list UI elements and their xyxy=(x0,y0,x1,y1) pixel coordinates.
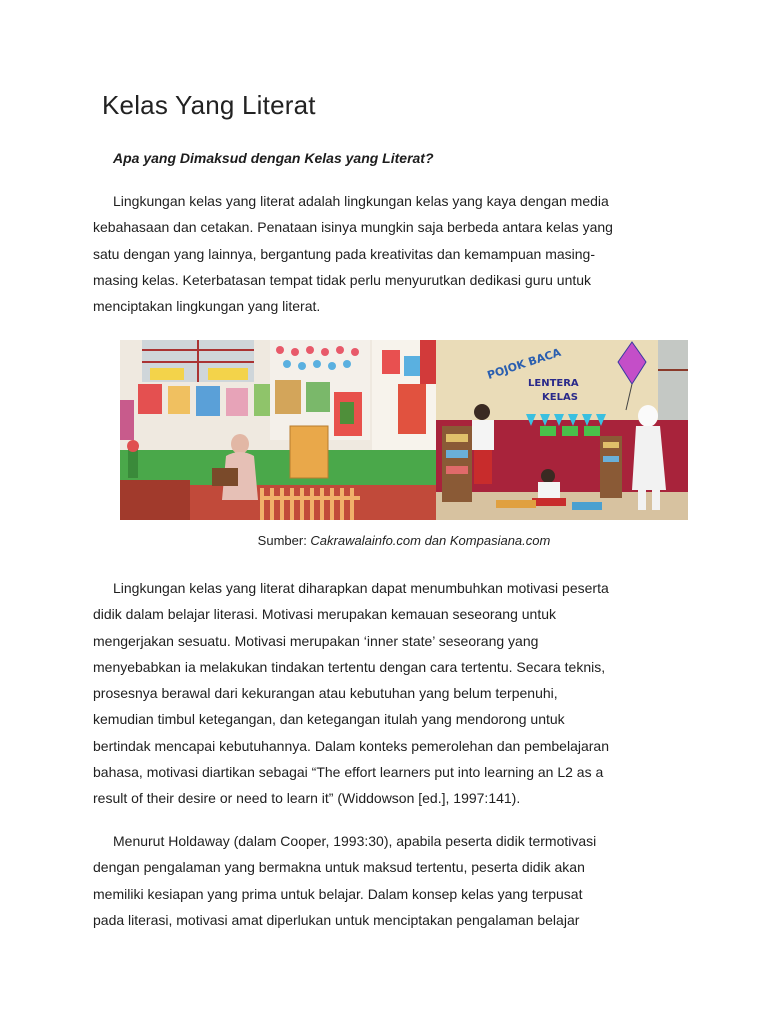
figure-caption xyxy=(120,533,688,548)
classroom-photo-left xyxy=(120,340,436,520)
paragraph-line: pada literasi, motivasi amat diperlukan untuk menciptakan pengalaman belajar xyxy=(93,911,580,928)
paragraph-1 xyxy=(93,188,678,319)
reading-corner-photo-right xyxy=(436,340,688,520)
paragraph-line: mengerjakan sesuatu. Motivasi merupakan ‘inner state’ seseorang yang xyxy=(93,632,539,649)
paragraph-line: prosesnya berawal dari kekurangan atau kebutuhan yang belum terpenuhi, xyxy=(93,685,558,702)
sign-text-lentera: LENTERA xyxy=(528,378,579,389)
paragraph-line: Menurut Holdaway (dalam Cooper, 1993:30), apabila peserta didik termotivasi xyxy=(113,833,597,849)
caption-source: Cakrawalainfo.com dan Kompasiana.com xyxy=(310,533,551,548)
paragraph-line: kebahasaan dan cetakan. Penataan isinya mungkin saja berbeda antara kelas yang xyxy=(93,219,613,236)
paragraph-line: kemudian timbul ketegangan, dan ketegangan itulah yang mendorong untuk xyxy=(93,711,565,728)
paragraph-line: bahasa, motivasi diartikan sebagai “The effort learners put into learning an L2 as a xyxy=(93,764,604,781)
paragraph-line: menciptakan lingkungan yang literat. xyxy=(93,298,321,315)
paragraph-line: result of their desire or need to learn it” (Widdowson [ed.], 1997:141). xyxy=(93,790,521,807)
paragraph-3 xyxy=(93,828,678,933)
paragraph-line: dengan pengalaman yang bermakna untuk maksud tertentu, peserta didik akan xyxy=(93,859,585,876)
paragraph-2 xyxy=(93,575,678,812)
classroom-photo-figure xyxy=(120,340,688,520)
paragraph-line: bertindak mencapai kebutuhannya. Dalam konteks pemerolehan dan pembelajaran xyxy=(93,737,609,754)
paragraph-line: Lingkungan kelas yang literat diharapkan dapat menumbuhkan motivasi peserta xyxy=(113,580,609,596)
sign-text-pojok-baca: POJOK BACA xyxy=(485,345,563,382)
section-subtitle: Apa yang Dimaksud dengan Kelas yang Literat? xyxy=(113,150,434,166)
paragraph-line: satu dengan yang lainnya, bergantung pada kreativitas dan kemampuan masing- xyxy=(93,245,595,262)
page-title: Kelas Yang Literat xyxy=(102,90,316,120)
paragraph-line: Lingkungan kelas yang literat adalah lingkungan kelas yang kaya dengan media xyxy=(113,193,609,209)
paragraph-line: didik dalam belajar literasi. Motivasi merupakan kemauan seseorang untuk xyxy=(93,606,557,623)
paragraph-line: masing kelas. Keterbatasan tempat tidak perlu menyurutkan dedikasi guru untuk xyxy=(93,271,592,288)
paragraph-line: memiliki kesiapan yang prima untuk belajar. Dalam konsep kelas yang terpusat xyxy=(93,885,583,902)
paragraph-line: menyebabkan ia melakukan tindakan tertentu dengan cara tertentu. Secara teknis, xyxy=(93,658,606,675)
sign-text-kelas: KELAS xyxy=(542,392,578,403)
caption-label: Sumber: xyxy=(257,533,311,548)
